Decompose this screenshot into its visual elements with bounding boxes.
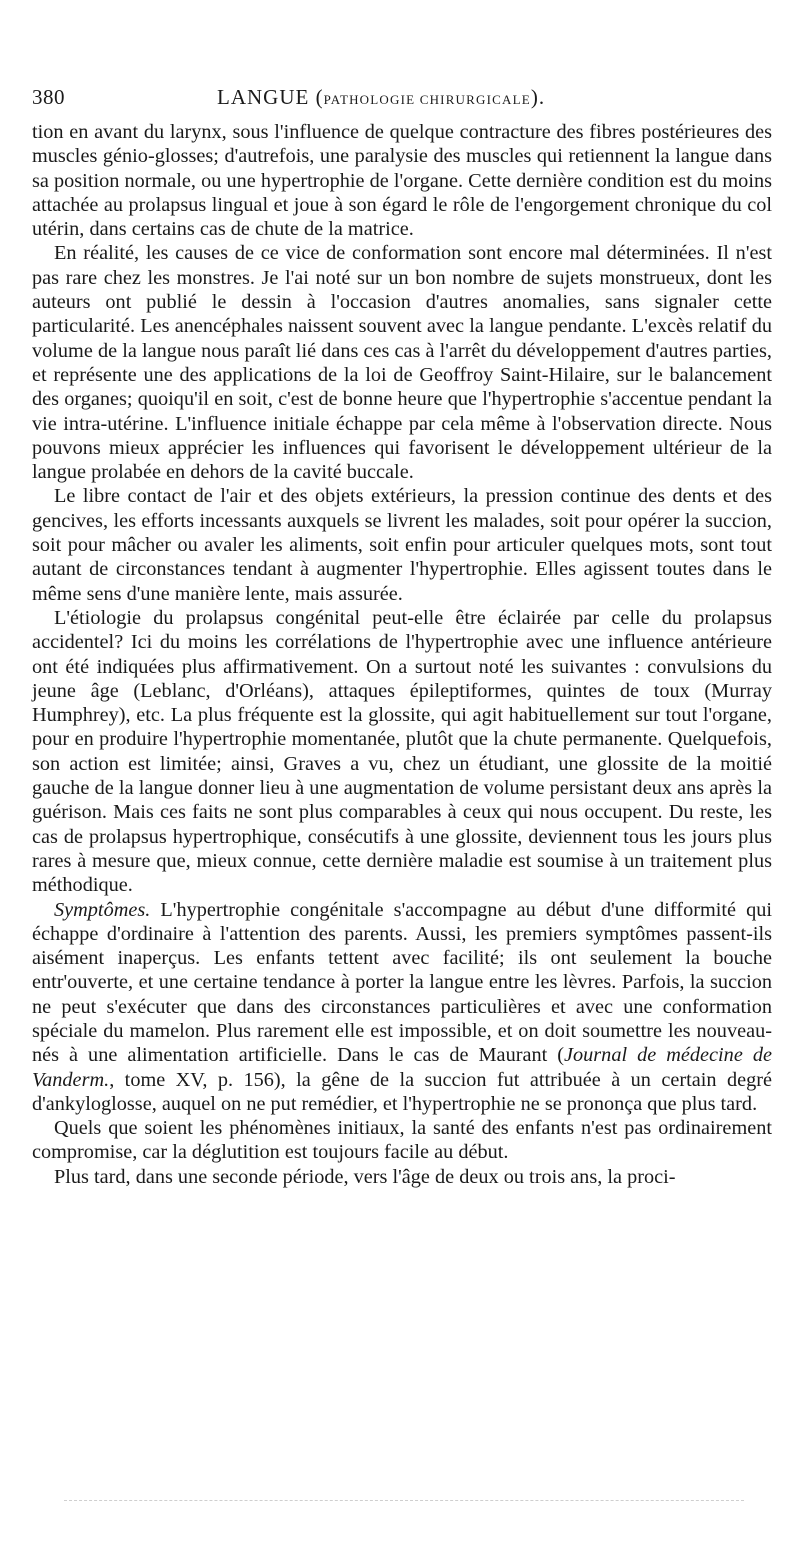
- section-heading-symptomes: Symptômes.: [54, 898, 151, 921]
- paragraph-second-period: Plus tard, dans une seconde période, vers l'âge de deux ou trois ans, la proci-: [54, 1165, 676, 1188]
- paragraph-continuation: tion en avant du larynx, sous l'influence de quelque contracture des fibres postérieures des muscles génio-glosses; d'autrefois, une paralysie des muscles qui retiennent la langue dans sa position normale, ou une hypertrophie de l'organe. Cette dernière condition est du moins attachée au prolapsus lingual et joue à son égard le rôle de l'engorgement chronique du col utérin, dans certains cas de chute de la matrice.: [32, 121, 772, 241]
- symptoms-text-end: , tome XV, p. 156), la gêne de la succion fut attribuée à un certain degré d'ankyloglosse, auquel on ne put remédier, et l'hypertrophie ne se prononça que plus tard.: [32, 1068, 772, 1115]
- running-head: [32, 82, 772, 112]
- running-title-main: LANGUE (: [217, 85, 324, 109]
- paragraph-initial-phenomena: Quels que soient les phénomènes initiaux, la santé des enfants n'est pas ordinairement compromise, car la déglutition est toujours facile au début.: [32, 1117, 772, 1164]
- running-title: [217, 82, 545, 115]
- body-text: [32, 120, 772, 1189]
- footer-divider: [64, 1500, 744, 1501]
- paragraph-symptoms: [32, 898, 772, 1117]
- running-title-subject: PATHOLOGIE CHIRURGICALE: [323, 92, 531, 107]
- paragraph-causes: En réalité, les causes de ce vice de conformation sont encore mal déterminées. Il n'est pas rare chez les monstres. Je l'ai noté sur un bon nombre de sujets monstrueux, dont les auteurs ont publié le dessin à l'occasion d'autres anomalies, sans signaler cette particularité. Les anencéphales naissent souvent avec la langue pendante. L'excès relatif du volume de la langue nous paraît lié dans ces cas à l'arrêt du développement d'autres parties, et représente une des applications de la loi de Geoffroy Saint-Hilaire, sur le balancement des organes; quoiqu'il en soit, c'est de bonne heure que l'hypertrophie s'accentue pendant la vie intra-utérine. L'influence initiale échappe par cela même à l'observation directe. Nous pouvons mieux apprécier les influences qui favorisent le développement ultérieur de la langue prolabée en dehors de la cavité buccale.: [32, 242, 772, 484]
- journal-citation: Journal de médecine de Vanderm.: [32, 1044, 772, 1091]
- paragraph-contact: Le libre contact de l'air et des objets extérieurs, la pression continue des dents et des gencives, les efforts incessants auxquels se livrent les malades, soit pour opérer la succion, soit pour mâcher ou avaler les aliments, soit enfin pour articuler quelques mots, sont tout autant de circonstances tendant à augmenter l'hypertrophie. Elles agissent toutes dans le même sens d'une manière lente, mais assurée.: [32, 485, 772, 605]
- page: [32, 82, 772, 1189]
- page-number: 380: [32, 85, 65, 109]
- symptoms-text: L'hypertrophie congénitale s'accompagne au début d'une difformité qui échappe d'ordinaire à l'attention des parents. Aussi, les premiers symptômes passent-ils aisément inaperçus. Les enfants tettent avec facilité; ils ont seulement la bouche entr'ouverte, et une certaine tendance à porter la langue entre les lèvres. Parfois, la succion ne peut s'exécuter que dans des circonstances particulières et avec une conformation spéciale du mamelon. Plus rarement elle est impossible, et on doit soumettre les nouveau-nés à une alimentation artificielle. Dans le cas de Maurant (: [32, 898, 772, 1067]
- running-title-end: ).: [530, 85, 546, 109]
- paragraph-etiology: L'étiologie du prolapsus congénital peut-elle être éclairée par celle du prolapsus accidentel? Ici du moins les corrélations de l'hypertrophie avec une influence antérieure ont été indiquées plus affirmativement. On a surtout noté les suivantes : convulsions du jeune âge (Leblanc, d'Orléans), attaques épileptiformes, quintes de toux (Murray Humphrey), etc. La plus fréquente est la glossite, qui agit habituellement sur tout l'organe, pour en produire l'hypertrophie momentanée, plutôt que la chute permanente. Quelquefois, son action est limitée; ainsi, Graves a vu, chez un étudiant, une glossite de la moitié gauche de la langue donner lieu à une augmentation de volume persistant deux ans après la guérison. Mais ces faits ne sont plus comparables à ceux qui nous occupent. Du reste, les cas de prolapsus hypertrophique, consécutifs à une glossite, deviennent tous les jours plus rares à mesure que, mieux connue, cette dernière maladie est soumise à un traitement plus méthodique.: [32, 606, 772, 897]
